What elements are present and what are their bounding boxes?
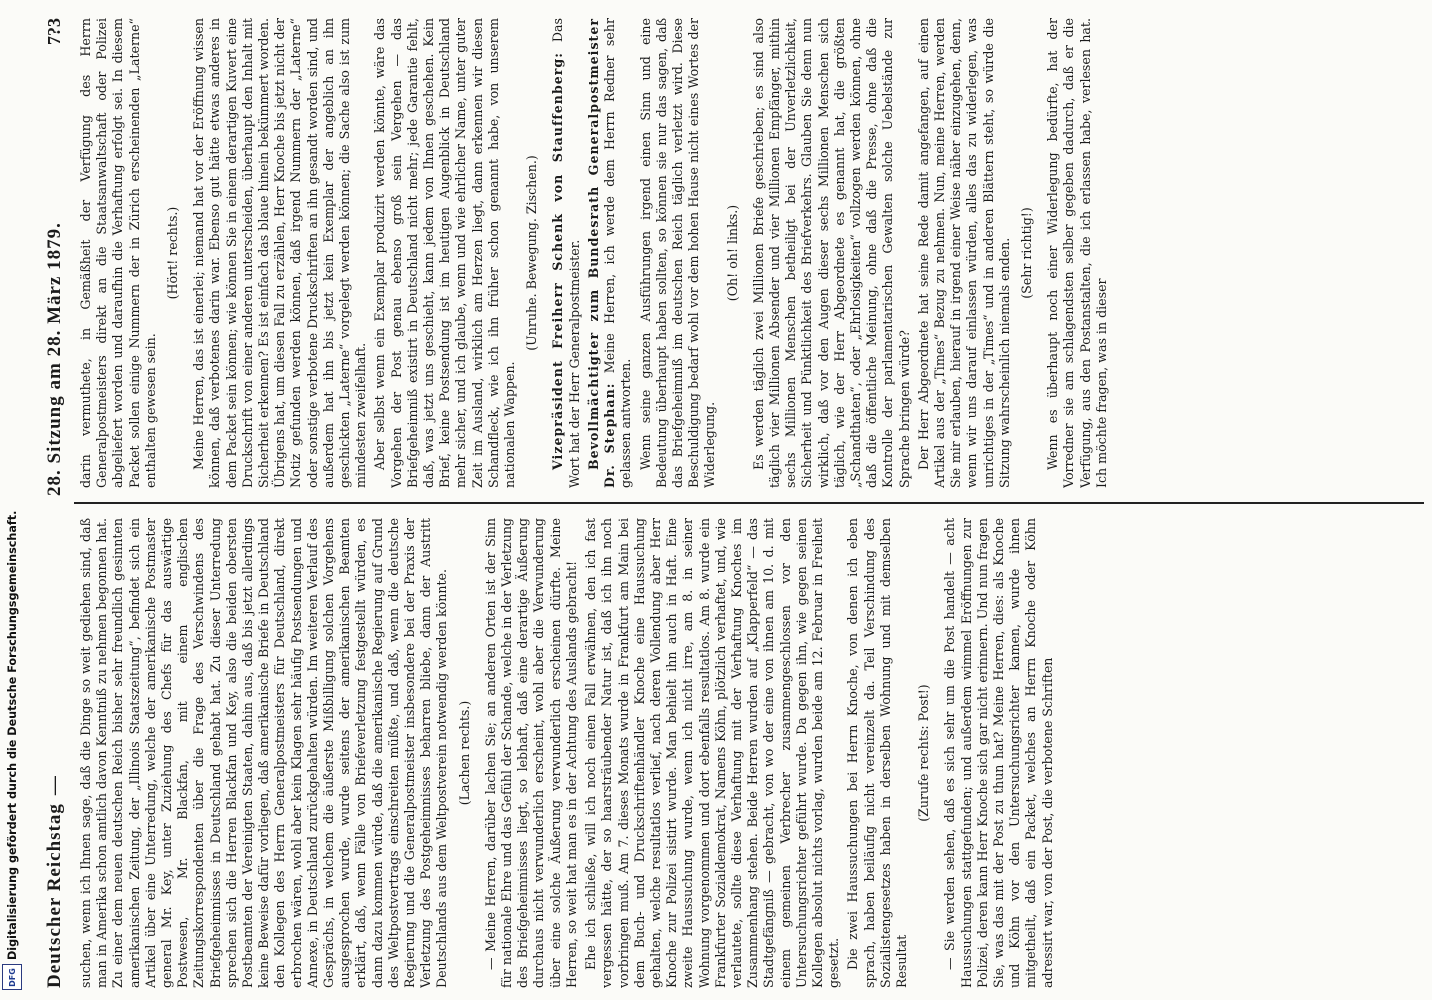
paragraph: — Sie werden sehen, daß es sich sehr um die Post handelt — acht Haussuchungen stattgefunden; und außerdem wimmel Eröffnungen zur Polizei, deren kann Herr Knoche sich gar nicht erinnern. Und nun fragen Sie, was das mit der Post zu thun hat? Meine Herren, dies: als Knoche und Köhn vor den Untersuchungsrichter kamen, wurde ihnen mitgetheilt, daß ein Packet, welches an Herrn Knoche oder Köhn adressirt war, von der Post, die verbotene Schriften xyxy=(942,518,1055,988)
rotated-page-content xyxy=(40,0,1432,1000)
column-divider xyxy=(74,502,1424,504)
paragraph: Wenn es überhaupt noch einer Widerlegung bedürfte, hat der Vorredner sie am schlagendsten selber gegeben dadurch, daß er die Verfügung, aus den Postanstalten, die ich erlassen habe, verlesen hat. Ich möchte fragen, was in dieser xyxy=(1045,18,1109,488)
paragraph: Es werden täglich zwei Millionen Briefe geschrieben; es sind also täglich vier Millionen Absender und vier Millionen Empfänger, mithin sechs Millionen Menschen betheiligt bei der Unverletzlichkeit, Sicherheit und Pünktlichkeit des Briefverkehrs. Glauben Sie denn nun wirklich, daß vor den Augen dieser sechs Millionen Menschen sich täglich, wie der Herr Abgeordnete es genannt hat, die größten „Schandthaten“, oder „Ehrlosigkeiten“ vollzogen werden können, ohne daß die öffentliche Meinung, ohne daß die Presse, ohne daß die Kontrolle der parlamentarischen Gewalten solche Uebelstände zur Sprache bringen würde? xyxy=(750,18,912,488)
paragraph: suchen, wenn ich Ihnen sage, daß die Dinge so weit gediehen sind, daß man in Amerika schon amtlich davon Kenntniß zu nehmen begonnen hat. Zu einer dem neuen deutschen Reich bisher sehr freundlich gesinnten amerikanischen Zeitung, der „Illinois Staatszeitung“, befindet sich ein Artikel über eine Unterredung, welche der amerikanische Postmaster general Mr. Key, unter Zuziehung des Chefs für das auswärtige Postwesen, Mr. Blackfan, mit einem englischen Zeitungskorrespondenten über die Frage des Verschwindens des Briefgeheimnisses in Deutschland gehabt hat. Zu dieser Unterredung sprechen sich die Herren Blackfan und Key, also die beiden obersten Postbeamten der Vereinigten Staaten, dahin aus, daß bis jetzt allerdings keine Beweise dafür vorliegen, daß amerikanische Briefe in Deutschland den Kollegen des Herrn Generalpostmeisters für Deutschland, direkt erbrochen wären, wohl aber kein Klagen sehr häufig Postsendungen und Annexe, in Deutschland zurückgehalten würden. Im weiteren Verlauf des Gesprächs, in welchem die äußerste Mißbilligung solchen Vorgehens ausgesprochen wurde, wurde seitens der amerikanischen Beamten erklärt, daß, wenn Fälle von Briefeverletzung festgestellt würden, es dann dazu kommen würde, daß die amerikanische Regierung auf Grund des Weltpostvertrags einschreiten müßte, und daß, wenn die deutsche Regierung und die Generalpostmeister insbesondere bei der Praxis der Verletzung des Postgeheimnisses beharren bliebe, dann der Austritt Deutschlands aus dem Weltpostverein notwendig werden könnte. xyxy=(78,518,450,988)
running-header-right xyxy=(44,222,68,496)
paragraph: Ehe ich schließe, will ich noch einen Fall erwähnen, den ich fast vergessen hätte, der so haarsträubender Natur ist, daß ich ihn noch vorbringen muß. Am 7. dieses Monats wurde in Frankfurt am Main bei dem Buch- und Druckschriftenhändler Knoche eine Haussuchung gehalten, welche resultatlos verlief, nach deren Vollendung aber Herr Knoche zur Polizei sistirt wurde. Man behielt ihn auch in Haft. Eine zweite Haussuchung wurde, wenn ich nicht irre, am 8. in seiner Wohnung vorgenommen und dort ebenfalls resultatlos. Am 8. wurde ein Frankfurter Sozialdemokrat, Namens Köhn, plötzlich verhaftet, und, wie verlautete, sollte diese Verhaftung mit der Verhaftung Knoches im Zusammenhang stehen. Beide Herren wurden auf „Klapperfeld“ — das Stadtgefängniß — gebracht, von wo der eine von ihnen am 10. d. mit einem gemeinen Verbrecher zusammengeschlossen vor den Untersuchungsrichter geführt wurde. Da gegen ihn, wie gegen seinen Kollegen absolut nichts vorlag, wurden beide am 12. Februar in Freiheit gesetzt. xyxy=(583,518,842,988)
paragraph: — Meine Herren, darüber lachen Sie; an anderen Orten ist der Sinn für nationale Ehre und das Gefühl der Schande, welche in der Verletzung des Briefgeheimnisses liegt, so lebhaft, daß eine derartige Äußerung durchaus nicht verwunderlich erscheint, wohl aber die Verwunderung über eine solche Äußerung verwunderlich erscheinen dürfte. Meine Herren, so weit hat man es in der Achtung des Auslands gebracht! xyxy=(482,518,579,988)
reaction: (Oh! oh! links.) xyxy=(724,204,740,302)
paragraph: darin vermuthete, in Gemäßheit der Verfügung des Herrn Generalpostmeisters direkt an die Staatsanwaltschaft oder Polizei abgeliefert worden und daraufhin die Verhaftung erfolgt sei. In diesem Packet sollen einige Nummern der in Zürich erscheinenden „Laterne“ enthalten gewesen sein. xyxy=(78,18,158,488)
right-column xyxy=(78,18,1423,488)
reaction: (Sehr richtig!) xyxy=(1018,207,1034,299)
header-session: 28. Sitzung am 28. März 1879. xyxy=(44,222,65,496)
paragraph: Meine Herren, das ist einerlei; niemand hat vor der Eröffnung wissen können, daß verbotenes darin war. Ebenso gut hätte etwas anderes in dem Packet sein können; wie können Sie in einem derartigen Kuvert eine Druckschrift von einer anderen unterscheiden, überhaupt den Inhalt mit Sicherheit erkennen? Es ist einfach das blaue hinein bekümmert worden. Übrigens hat, um diesen Fall zu erzählen, Herr Knoche bis jetzt nicht der Notiz gefunden werden können, daß irgend Nummern der „Laterne“ oder sonstige verbotene Druckschriften an ihn gesandt worden sind, und außerdem hat ihn bis jetzt kein Exemplar der angeblich an ihn geschickten „Laterne“ vorgelegt werden können; die Sache also ist zum mindesten zweifelhaft. xyxy=(191,18,369,488)
reaction: (Unruhe. Bewegung. Zischen.) xyxy=(524,155,540,351)
speaker-name: Bevollmächtigter zum Bundesrath Generalpostmeister Dr. Stephan: xyxy=(585,18,618,488)
dfg-logo-text: DFG xyxy=(7,967,17,987)
speaker-text: Das Wort hat der Herr Generalpostmeister. xyxy=(550,18,582,488)
running-header-left xyxy=(44,767,68,988)
reaction: (Zurufe rechts: Post!) xyxy=(916,684,932,822)
speaker-paragraph xyxy=(550,18,582,488)
paragraph: Aber selbst wenn ein Exemplar produzirt werden könnte, wäre das Vorgehen der Post genau ebenso groß sein Vergehen — das Briefgeheimniß existirt in Deutschland nicht mehr; jede Garantie fehlt, daß, was jetzt uns geschieht, kann jedem von Ihnen geschehen. Kein Brief, keine Postsendung ist im heutigen Augenblick in Deutschland mehr sicher, und ich glaube, wenn und wie ehrlicher Name, unter guter Zeit im Ausland, wirklich am Herzen liegt, dann erkennen wir diesen Schandfleck, wie ich ihn früher schon genannt habe, von unserem nationalen Wappen. xyxy=(372,18,518,488)
speaker-text: Meine Herren, ich werde dem Herrn Redner sehr gelassen antworten. xyxy=(602,18,634,488)
speaker-name: Vizepräsident Freiherr Schenk von Stauffenberg: xyxy=(550,52,566,470)
reaction: (Lachen rechts.) xyxy=(456,700,472,806)
left-column xyxy=(78,518,1423,988)
header-dash: — xyxy=(44,775,65,796)
reaction: (Hört! rechts.) xyxy=(165,206,181,300)
speaker-paragraph xyxy=(586,18,635,488)
dfg-logo xyxy=(2,964,22,990)
digitization-credit xyxy=(0,0,30,1000)
page-number: 7?3 xyxy=(44,18,64,45)
paragraph: Der Herr Abgeordnete hat seine Rede damit angefangen, auf einen Artikel aus der „Times“ Bezug zu nehmen. Nun, meine Herren, werden Sie mir erlauben, hierauf in irgend einer Weise näher einzugehen, denn, wenn wir uns darauf einlassen würden, alles das zu widerlegen, was unrichtiges in der „Times“ und in anderen Blättern steht, so würde die Sitzung wahrscheinlich niemals enden. xyxy=(915,18,1012,488)
paragraph: Wenn seine ganzen Ausführungen irgend einen Sinn und eine Bedeutung überhaupt haben sollten, so können sie nur das sagen, daß das Briefgeheimniß im deutschen Reich täglich verletzt wird. Diese Beschuldigung bedarf wohl vor dem hohen Hause nicht eines Wortes der Widerlegung. xyxy=(637,18,718,488)
header-title: Deutscher Reichstag xyxy=(44,803,65,988)
paragraph: Die zwei Haussuchungen bei Herrn Knoche, von denen ich eben sprach, haben beiläufig nicht vereinzelt da. Teil Verschindung des Sozialistengesetzes haben in derselben Wohnung und mit demselben Resultat xyxy=(845,518,909,988)
credit-text: Digitalisierung gefördert durch die Deutsche Forschungsgemeinschaft. xyxy=(6,510,19,960)
